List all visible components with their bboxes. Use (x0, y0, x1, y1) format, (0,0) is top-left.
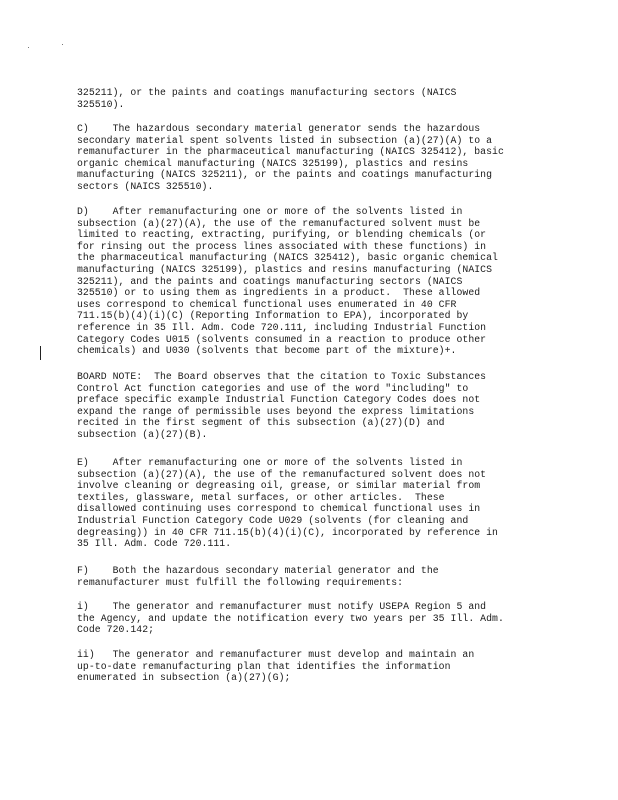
text-line: F) Both the hazardous secondary material generator and the (77, 565, 439, 576)
text-line: preface specific example Industrial Function Category Codes does not (77, 394, 481, 406)
text-line: enumerated in subsection (a)(27)(G); (77, 672, 291, 684)
text-line: sectors (NAICS 325510). (77, 180, 214, 192)
text-line: the Agency, and update the notification every two years per 35 Ill. Adm. (77, 612, 504, 624)
subsection-e-paragraph (77, 457, 537, 550)
text-line: C) The hazardous secondary material generator sends the hazardous (77, 123, 481, 134)
item-ii-paragraph (77, 649, 537, 684)
text-line: chemicals) and U030 (solvents that become part of the mixture)+. (77, 345, 457, 357)
text-line: organic chemical manufacturing (NAICS 325199), plastics and resins (77, 157, 469, 169)
text-line: 35 Ill. Adm. Code 720.111. (77, 538, 232, 550)
text-line: uses correspond to chemical functional uses enumerated in 40 CFR (77, 298, 457, 310)
text-line: Code 720.142; (77, 624, 155, 636)
text-line: subsection (a)(27)(B). (77, 428, 208, 440)
text-line: remanufacturer must fulfill the following requirements: (77, 576, 404, 588)
item-i-paragraph (77, 601, 537, 636)
scan-speck (28, 47, 29, 48)
scan-speck (62, 44, 63, 45)
text-line: the pharmaceutical manufacturing (NAICS 325412), basic organic chemical (77, 252, 498, 264)
text-line: ii) The generator and remanufacturer must develop and maintain an (77, 649, 475, 660)
text-line: remanufacturer in the pharmaceutical manufacturing (NAICS 325412), basic (77, 146, 504, 158)
text-line: involve cleaning or degreasing oil, grease, or similar material from (77, 480, 481, 492)
text-line: i) The generator and remanufacturer must notify USEPA Region 5 and (77, 601, 487, 612)
text-line: up-to-date remanufacturing plan that identifies the information (77, 660, 451, 672)
text-line: reference in 35 Ill. Adm. Code 720.111, including Industrial Function (77, 321, 487, 333)
text-line: 325211), or the paints and coatings manufacturing sectors (NAICS (77, 87, 457, 98)
text-line: limited to reacting, extracting, purifying, or blending chemicals (or (77, 229, 487, 241)
text-line: manufacturing (NAICS 325211), or the paints and coatings manufacturing (77, 169, 493, 181)
revision-bar (40, 346, 41, 360)
text-line: BOARD NOTE: The Board observes that the citation to Toxic Substances (77, 371, 487, 382)
text-line: subsection (a)(27)(A), the use of the remanufactured solvent must be (77, 217, 481, 229)
text-line: secondary material spent solvents listed in subsection (a)(27)(A) to a (77, 134, 493, 146)
text-line: degreasing)) in 40 CFR 711.15(b)(4)(i)(C), incorporated by reference in (77, 526, 498, 538)
subsection-d-paragraph (77, 206, 537, 357)
text-line: expand the range of permissible uses beyond the express limitations (77, 405, 475, 417)
text-line: E) After remanufacturing one or more of the solvents listed in (77, 457, 463, 468)
text-line: manufacturing (NAICS 325199), plastics and resins manufacturing (NAICS (77, 263, 493, 275)
text-line: recited in the first segment of this subsection (a)(27)(D) and (77, 417, 445, 429)
subsection-c-paragraph (77, 123, 537, 193)
text-line: D) After remanufacturing one or more of the solvents listed in (77, 206, 463, 217)
text-line: Industrial Function Category Code U029 (solvents (for cleaning and (77, 514, 469, 526)
text-line: disallowed continuing uses correspond to chemical functional uses in (77, 503, 481, 515)
text-line: 711.15(b)(4)(i)(C) (Reporting Information to EPA), incorporated by (77, 310, 469, 322)
board-note-paragraph (77, 371, 537, 441)
text-line: Category Codes U015 (solvents consumed in a reaction to produce other (77, 333, 487, 345)
text-line: 325510) or to using them as ingredients in a product. These allowed (77, 287, 481, 299)
text-line: for rinsing out the process lines associated with these functions) in (77, 240, 487, 252)
text-line: textiles, glassware, metal surfaces, or other articles. These (77, 491, 445, 503)
text-line: 325211), and the paints and coatings manufacturing sectors (NAICS (77, 275, 463, 287)
text-line: subsection (a)(27)(A), the use of the remanufactured solvent does not (77, 468, 487, 480)
subsection-f-paragraph (77, 565, 537, 588)
text-line: 325510). (77, 98, 125, 110)
continuation-paragraph (77, 87, 537, 110)
text-line: Control Act function categories and use of the word "including" to (77, 382, 469, 394)
